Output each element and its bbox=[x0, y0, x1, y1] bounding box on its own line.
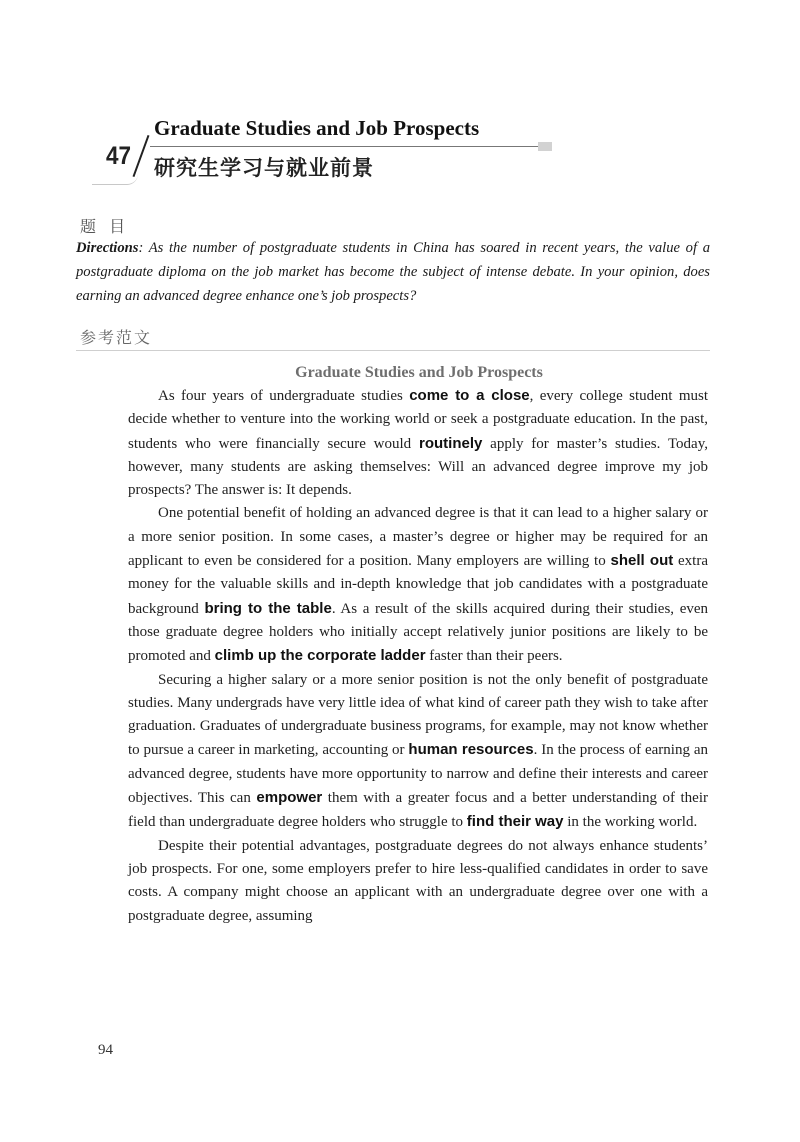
essay-text: Securing a higher salary or a more senior position is not the only benefit of postgraduate studies. Many undergrads have very little idea of what kind of career path they wish to take after graduation. Graduates of undergraduate business programs, for example, may not know whether to pursue a career in marketing, accounting or bbox=[128, 671, 708, 759]
essay-text: them with a greater focus and a better understanding of their field than undergraduate degree holders who struggle to bbox=[128, 790, 708, 831]
keyword-phrase: empower bbox=[256, 789, 323, 807]
essay-text: . In the process of earning an advanced degree, students have more opportunity to narrow and define their interests and career objectives. This can bbox=[128, 742, 708, 807]
section-divider bbox=[76, 350, 710, 351]
essay-body bbox=[128, 384, 708, 928]
essay-text: apply for master’s studies. Today, however, many students are asking themselves: Will an advanced degree improve my job prospects? The answer is: It depends. bbox=[128, 435, 708, 499]
essay-title: Graduate Studies and Job Prospects bbox=[295, 364, 543, 381]
directions-label: Directions bbox=[76, 240, 139, 256]
chapter-title-zh: 研究生学习与就业前景 bbox=[154, 156, 374, 180]
directions-block bbox=[76, 236, 710, 308]
keyword-phrase: shell out bbox=[610, 552, 674, 570]
essay-text: Despite their potential advantages, postgraduate degrees do not always enhance students’ job prospects. For one, some employers prefer to hire less-qualified candidates in order to save costs. A company might choose an applicant with an undergraduate degree over one with a postgraduate degree, assuming bbox=[128, 837, 708, 924]
chapter-number: 47 bbox=[106, 142, 132, 170]
essay-paragraph bbox=[128, 502, 708, 668]
keyword-phrase: routinely bbox=[419, 434, 483, 452]
topic-label: 题 目 bbox=[80, 217, 130, 236]
keyword-phrase: human resources bbox=[408, 741, 534, 759]
page-number: 94 bbox=[98, 1042, 113, 1058]
chapter-slash bbox=[133, 135, 150, 177]
reference-essay-label: 参考范文 bbox=[80, 328, 153, 347]
title-rule-tab bbox=[538, 142, 552, 151]
essay-paragraph bbox=[128, 384, 708, 502]
keyword-phrase: bring to the table bbox=[204, 599, 332, 617]
essay-text: . As a result of the skills acquired during their studies, even those graduate degree holders who initially accept relatively junior positions are likely to be promoted and bbox=[128, 600, 709, 665]
essay-text: As four years of undergraduate studies bbox=[158, 388, 410, 404]
chapter-title-en: Graduate Studies and Job Prospects bbox=[154, 116, 480, 140]
essay-text: , every college student must decide whether to venture into the working world or seek a postgraduate education. In the past, students who were financially secure would bbox=[128, 388, 708, 452]
essay-text: One potential benefit of holding an advanced degree is that it can lead to a higher salary or a more senior position. In some cases, a master’s degree or higher may be required for an applicant to even be considered for a position. Many employers are willing to bbox=[128, 505, 708, 570]
chapter-header bbox=[90, 112, 560, 192]
keyword-phrase: climb up the corporate ladder bbox=[214, 647, 426, 665]
essay-paragraph bbox=[128, 669, 708, 835]
essay-text: extra money for the valuable skills and in-depth knowledge that job candidates with a postgraduate background bbox=[128, 553, 708, 617]
title-rule bbox=[150, 146, 542, 147]
keyword-phrase: find their way bbox=[466, 813, 564, 831]
essay-paragraph bbox=[128, 835, 708, 928]
decorative-swoosh bbox=[92, 174, 138, 185]
essay-text: in the working world. bbox=[563, 814, 698, 831]
directions-text: : As the number of postgraduate students in China has soared in recent years, the value of a postgraduate diploma on the job market has become the subject of intense debate. In your opinion, does earning an advanced degree enhance one’s job prospects? bbox=[76, 240, 710, 304]
keyword-phrase: come to a close bbox=[409, 387, 530, 404]
essay-text: faster than their peers. bbox=[425, 648, 563, 665]
